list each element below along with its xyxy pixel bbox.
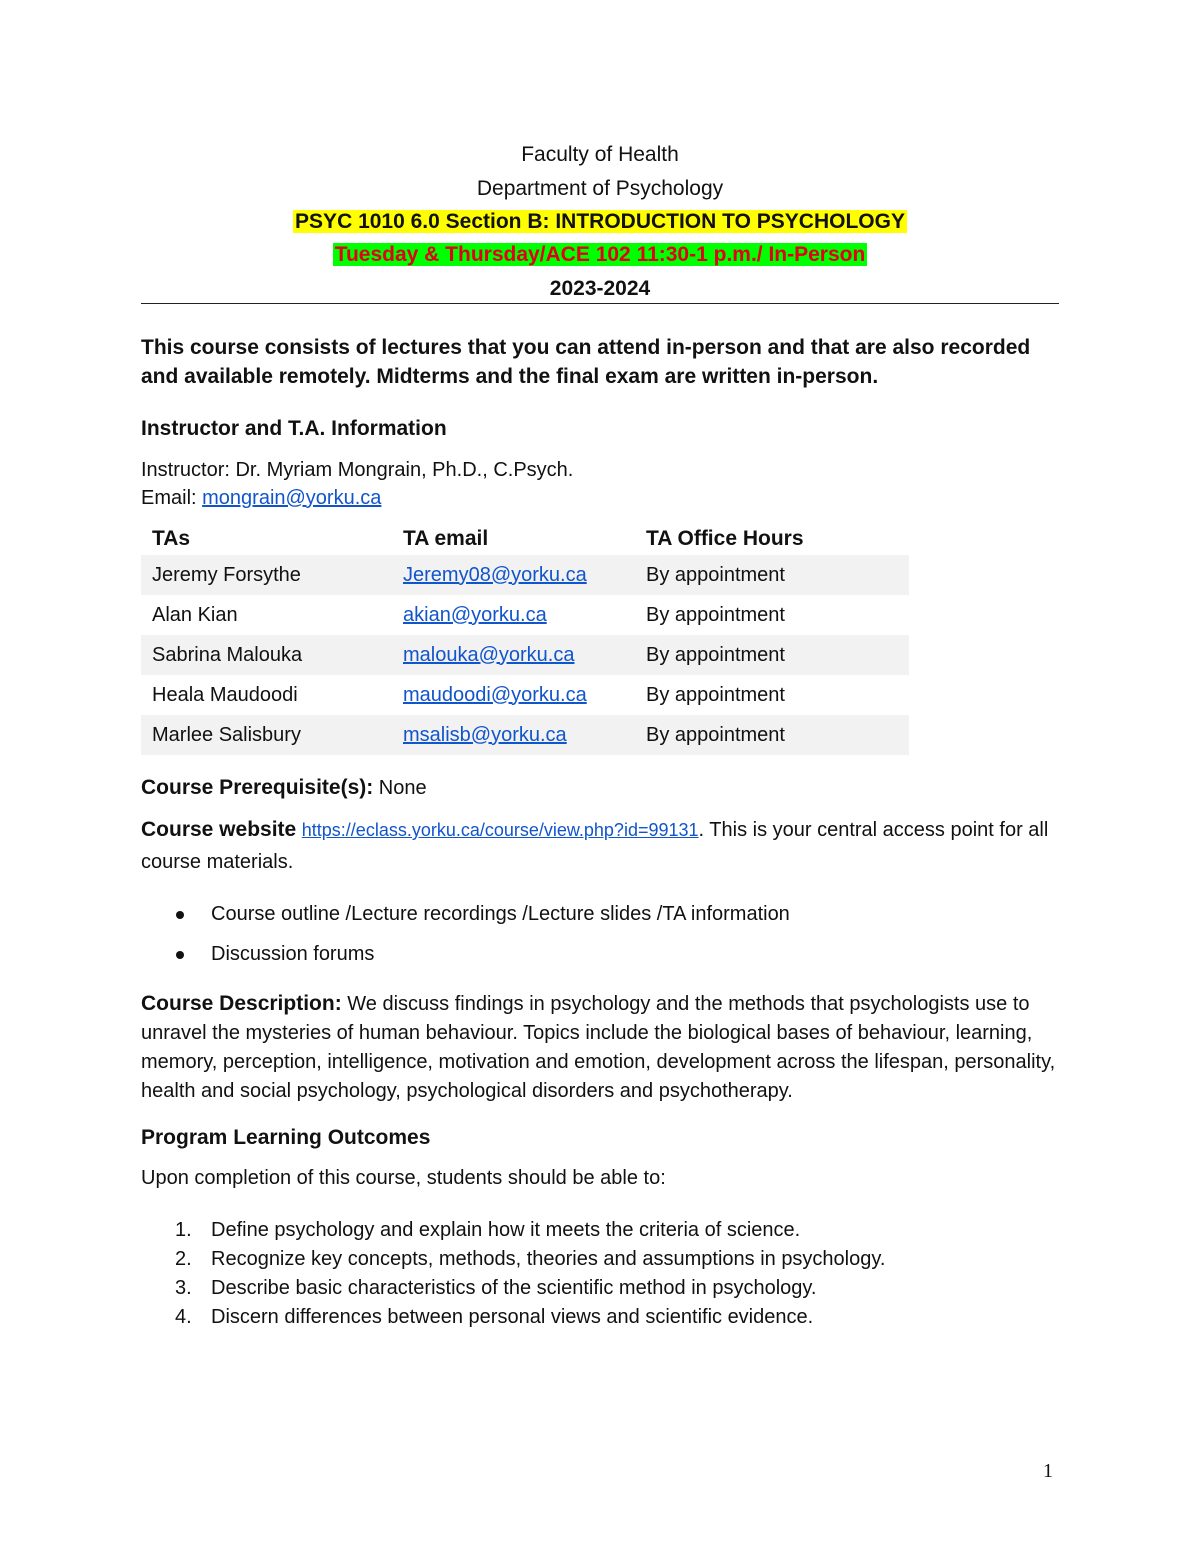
item-text: Recognize key concepts, methods, theories and assumptions in psychology. — [211, 1248, 886, 1270]
department-line: Department of Psychology — [476, 177, 724, 200]
list-item — [141, 900, 1061, 940]
ta-office-hours: By appointment — [635, 715, 909, 755]
list-item — [141, 1303, 1061, 1332]
page-number: 1 — [1043, 1460, 1053, 1482]
ta-name: Marlee Salisbury — [141, 715, 392, 755]
prerequisite-value: None — [373, 777, 427, 799]
col-header-office-hours: TA Office Hours — [646, 526, 804, 550]
faculty-line: Faculty of Health — [521, 143, 679, 166]
intro-paragraph: This course consists of lectures that you can attend in-person and that are also recorded and available remotely. Midterms and the final exam are written in-person. — [141, 336, 1031, 388]
ta-table-header — [141, 522, 909, 555]
ta-email-link[interactable]: malouka@yorku.ca — [403, 643, 575, 666]
course-title: PSYC 1010 6.0 Section B: INTRODUCTION TO PSYCHOLOGY — [295, 210, 905, 233]
ta-name: Jeremy Forsythe — [141, 555, 392, 595]
instructor-email-line — [141, 484, 1061, 513]
ta-office-hours: By appointment — [635, 555, 909, 595]
table-row — [141, 635, 909, 675]
header-divider — [141, 303, 1059, 304]
instructor-email-link[interactable]: mongrain@yorku.ca — [202, 487, 382, 509]
email-label: Email: — [141, 487, 203, 509]
schedule-line — [141, 241, 1059, 269]
item-number: 2. — [175, 1248, 192, 1270]
ta-name: Heala Maudoodi — [152, 683, 298, 706]
table-row — [141, 555, 909, 595]
table-row — [141, 595, 909, 635]
website-description: . This is your central access point for all course materials. — [141, 819, 1049, 873]
table-row — [141, 675, 909, 715]
description-text: We discuss findings in psychology and the methods that psychologists use to unravel the mysteries of human behaviour. Topics include the biological bases of behaviour, learning, memory, perception, intelligence, motivation and emotion, development across the lifespan, personality, health and social psychology, psychological disorders and psychotherapy. — [141, 993, 1056, 1102]
prerequisite-label: Course Prerequisite(s): — [141, 776, 374, 799]
ta-email-cell — [392, 675, 635, 715]
ta-email-link[interactable]: maudoodi@yorku.ca — [403, 683, 587, 706]
list-item — [141, 940, 1061, 980]
instructor-heading: Instructor and T.A. Information — [141, 417, 447, 440]
instructor-line: Instructor: Dr. Myriam Mongrain, Ph.D., C.Psych. — [141, 459, 574, 481]
bullet-text: Course outline /Lecture recordings /Lecture slides /TA information — [211, 903, 790, 925]
item-text: Describe basic characteristics of the scientific method in psychology. — [211, 1277, 817, 1299]
bullet-icon — [176, 951, 184, 959]
ta-name: Sabrina Malouka — [141, 635, 392, 675]
description-paragraph — [141, 989, 1066, 1106]
list-item — [141, 1274, 1061, 1303]
ta-email-cell — [392, 715, 635, 755]
ta-email-link[interactable]: Jeremy08@yorku.ca — [403, 563, 587, 586]
course-website-link[interactable]: https://eclass.yorku.ca/course/view.php?id=99131 — [301, 820, 699, 840]
item-text: Define psychology and explain how it meets the criteria of science. — [211, 1219, 801, 1241]
ta-office-hours: By appointment — [646, 683, 785, 706]
list-item — [141, 1245, 1061, 1274]
item-text: Discern differences between personal views and scientific evidence. — [211, 1306, 814, 1328]
academic-year: 2023-2024 — [549, 277, 651, 300]
course-schedule: Tuesday & Thursday/ACE 102 11:30-1 p.m./ In-Person — [334, 243, 866, 266]
ta-email-cell — [392, 635, 635, 675]
description-label: Course Description: — [141, 992, 342, 1015]
ta-office-hours: By appointment — [646, 603, 785, 626]
ta-table — [141, 522, 909, 755]
col-header-ta-email: TA email — [403, 526, 489, 550]
ta-email-cell — [392, 595, 635, 635]
website-label: Course website — [141, 818, 297, 841]
outcomes-list — [141, 1216, 1061, 1332]
ta-name: Alan Kian — [152, 603, 238, 626]
item-number: 3. — [175, 1277, 192, 1299]
website-paragraph — [141, 814, 1061, 878]
prerequisite-line — [141, 773, 1061, 803]
ta-office-hours: By appointment — [635, 635, 909, 675]
ta-email-cell — [392, 555, 635, 595]
list-item — [141, 1216, 1061, 1245]
website-bullet-list — [141, 900, 1061, 980]
col-header-tas: TAs — [152, 526, 191, 550]
item-number: 4. — [175, 1306, 192, 1328]
ta-email-link[interactable]: akian@yorku.ca — [403, 603, 547, 626]
ta-email-link[interactable]: msalisb@yorku.ca — [403, 723, 567, 746]
bullet-text: Discussion forums — [211, 943, 375, 965]
table-row — [141, 715, 909, 755]
item-number: 1. — [175, 1219, 192, 1241]
outcomes-heading: Program Learning Outcomes — [141, 1126, 431, 1149]
course-title-line — [141, 208, 1059, 236]
bullet-icon — [176, 911, 184, 919]
outcomes-lead: Upon completion of this course, students should be able to: — [141, 1167, 666, 1189]
